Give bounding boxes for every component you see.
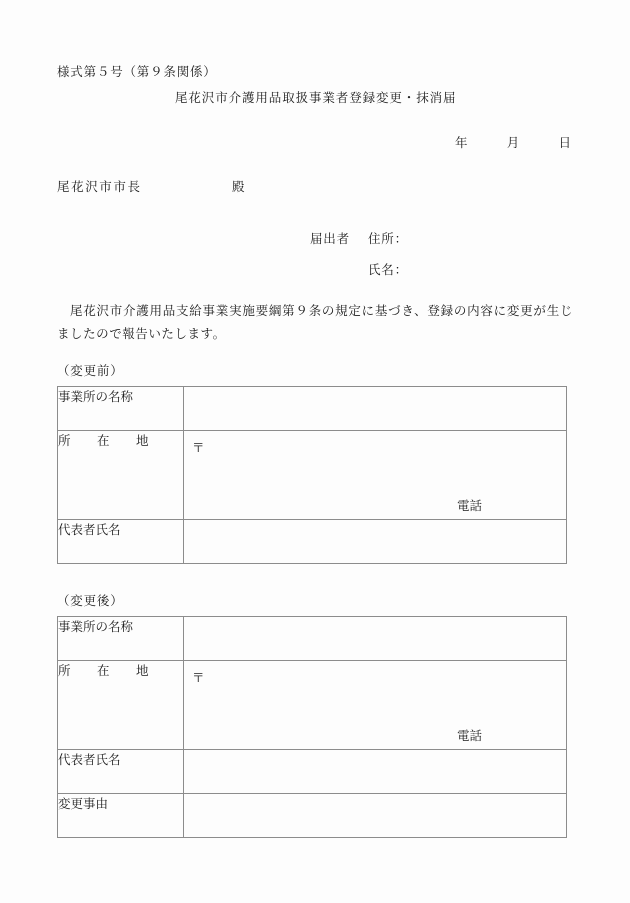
row-value-office-name[interactable] [184,617,567,661]
section-caption-after: （変更後） [57,594,124,608]
table-row [58,661,567,750]
date-day-label: 日 [558,136,572,150]
postal-mark-icon: 〒 [192,441,205,455]
row-value-change-reason[interactable] [184,794,567,838]
table-row [58,387,567,431]
table-row [58,794,567,838]
table-after-change [57,616,567,838]
row-label-representative: 代表者氏名 [58,750,184,794]
postal-mark-icon: 〒 [192,671,205,685]
form-number: 様式第５号（第９条関係） [57,65,217,79]
row-value-representative[interactable] [184,520,567,564]
table-row [58,617,567,661]
addressee-honorific: 殿 [232,180,245,194]
telephone-label: 電話 [456,729,482,743]
date-month-label: 月 [506,136,520,150]
date-year-label: 年 [455,136,468,150]
row-label-address: 所 在 地 [58,661,184,750]
body-paragraph: 尾花沢市介護用品支給事業実施要綱第９条の規定に基づき、登録の内容に変更が生じましたので報告いたします。 [57,304,573,341]
submitter-label: 届出者 [310,232,350,246]
addressee-name: 尾花沢市市長 [57,180,142,194]
row-label-change-reason: 変更事由 [58,794,184,838]
row-label-address: 所 在 地 [58,431,184,520]
date-line [455,133,571,151]
row-value-office-name[interactable] [184,387,567,431]
table-row [58,750,567,794]
row-label-office-name: 事業所の名称 [58,387,184,431]
row-label-office-name: 事業所の名称 [58,617,184,661]
row-label-representative: 代表者氏名 [58,520,184,564]
submitter-name-label: 氏名： [368,263,408,277]
row-value-address[interactable] [184,431,567,520]
document-title: 尾花沢市介護用品取扱事業者登録変更・抹消届 [175,91,457,105]
submitter-address-label: 住所： [368,232,408,246]
table-row [58,431,567,520]
table-before-change [57,386,567,564]
row-value-address[interactable] [184,661,567,750]
section-caption-before: （変更前） [57,364,124,378]
table-row [58,520,567,564]
telephone-label: 電話 [456,499,482,513]
row-value-representative[interactable] [184,750,567,794]
